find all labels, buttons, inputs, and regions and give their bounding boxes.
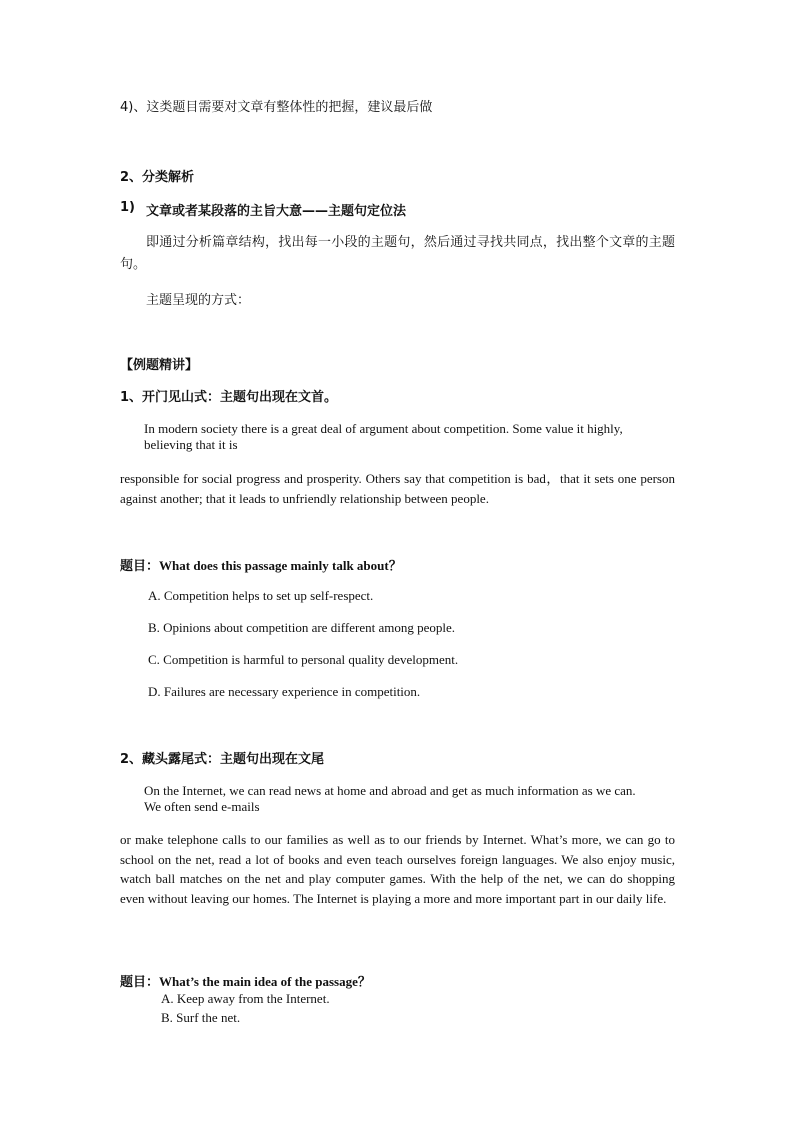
example2-option-b: B. Surf the net. bbox=[161, 1010, 241, 1025]
example2-passage-continued: or make telephone calls to our families as well as to our friends by Internet. What’s more, we can go to school on the net, read a lot of books and even teach ourselves foreign languages. We also enjoy music, watch ball matches on the net and play computer games. With the help of the net, we can do shopping even without leaving our homes. The Internet is playing a more and more important part in our daily life. bbox=[120, 832, 675, 906]
subsection-number: 1) bbox=[120, 200, 135, 215]
example1-passage-line1: In modern society there is a great deal of argument about competition. Some value it highly, bbox=[144, 421, 623, 436]
example1-option-d: D. Failures are necessary experience in competition. bbox=[148, 684, 421, 699]
section-title: 2、分类解析 bbox=[120, 170, 195, 185]
question-label: 题目： bbox=[120, 559, 160, 574]
question-text: What does this passage mainly talk about？ bbox=[159, 558, 402, 573]
question-label: 题目： bbox=[120, 975, 160, 990]
example1-option-b: B. Opinions about competition are different among people. bbox=[148, 620, 455, 635]
example2-question bbox=[120, 971, 371, 990]
note-4: 4)、这类题目需要对文章有整体性的把握，建议最后做 bbox=[120, 100, 433, 115]
example1-passage-continued: responsible for social progress and prosperity. Others say that competition is bad，that it sets one person against another; that it leads to unfriendly relationship between people. bbox=[120, 471, 675, 506]
example2-passage-line2: We often send e-mails bbox=[144, 799, 260, 814]
example1-question bbox=[120, 555, 402, 574]
modes-label: 主题呈现的方式： bbox=[146, 293, 251, 308]
example2-passage-line1: On the Internet, we can read news at home and abroad and get as much information as we can. bbox=[144, 783, 636, 798]
intro-paragraph: 即通过分析篇章结构，找出每一小段的主题句，然后通过寻找共同点，找出整个文章的主题句。 bbox=[120, 235, 675, 272]
question-text: What’s the main idea of the passage？ bbox=[159, 974, 371, 989]
example1-heading: 1、开门见山式：主题句出现在文首。 bbox=[120, 390, 338, 405]
examples-header: 【例题精讲】 bbox=[120, 358, 199, 373]
example1-passage-line2: believing that it is bbox=[144, 437, 238, 452]
example2-option-a: A. Keep away from the Internet. bbox=[161, 991, 330, 1006]
example2-heading: 2、藏头露尾式：主题句出现在文尾 bbox=[120, 752, 325, 767]
example1-option-c: C. Competition is harmful to personal quality development. bbox=[148, 652, 459, 667]
example1-option-a: A. Competition helps to set up self-respect. bbox=[148, 588, 374, 603]
subsection-title: 文章或者某段落的主旨大意——主题句定位法 bbox=[146, 204, 407, 219]
